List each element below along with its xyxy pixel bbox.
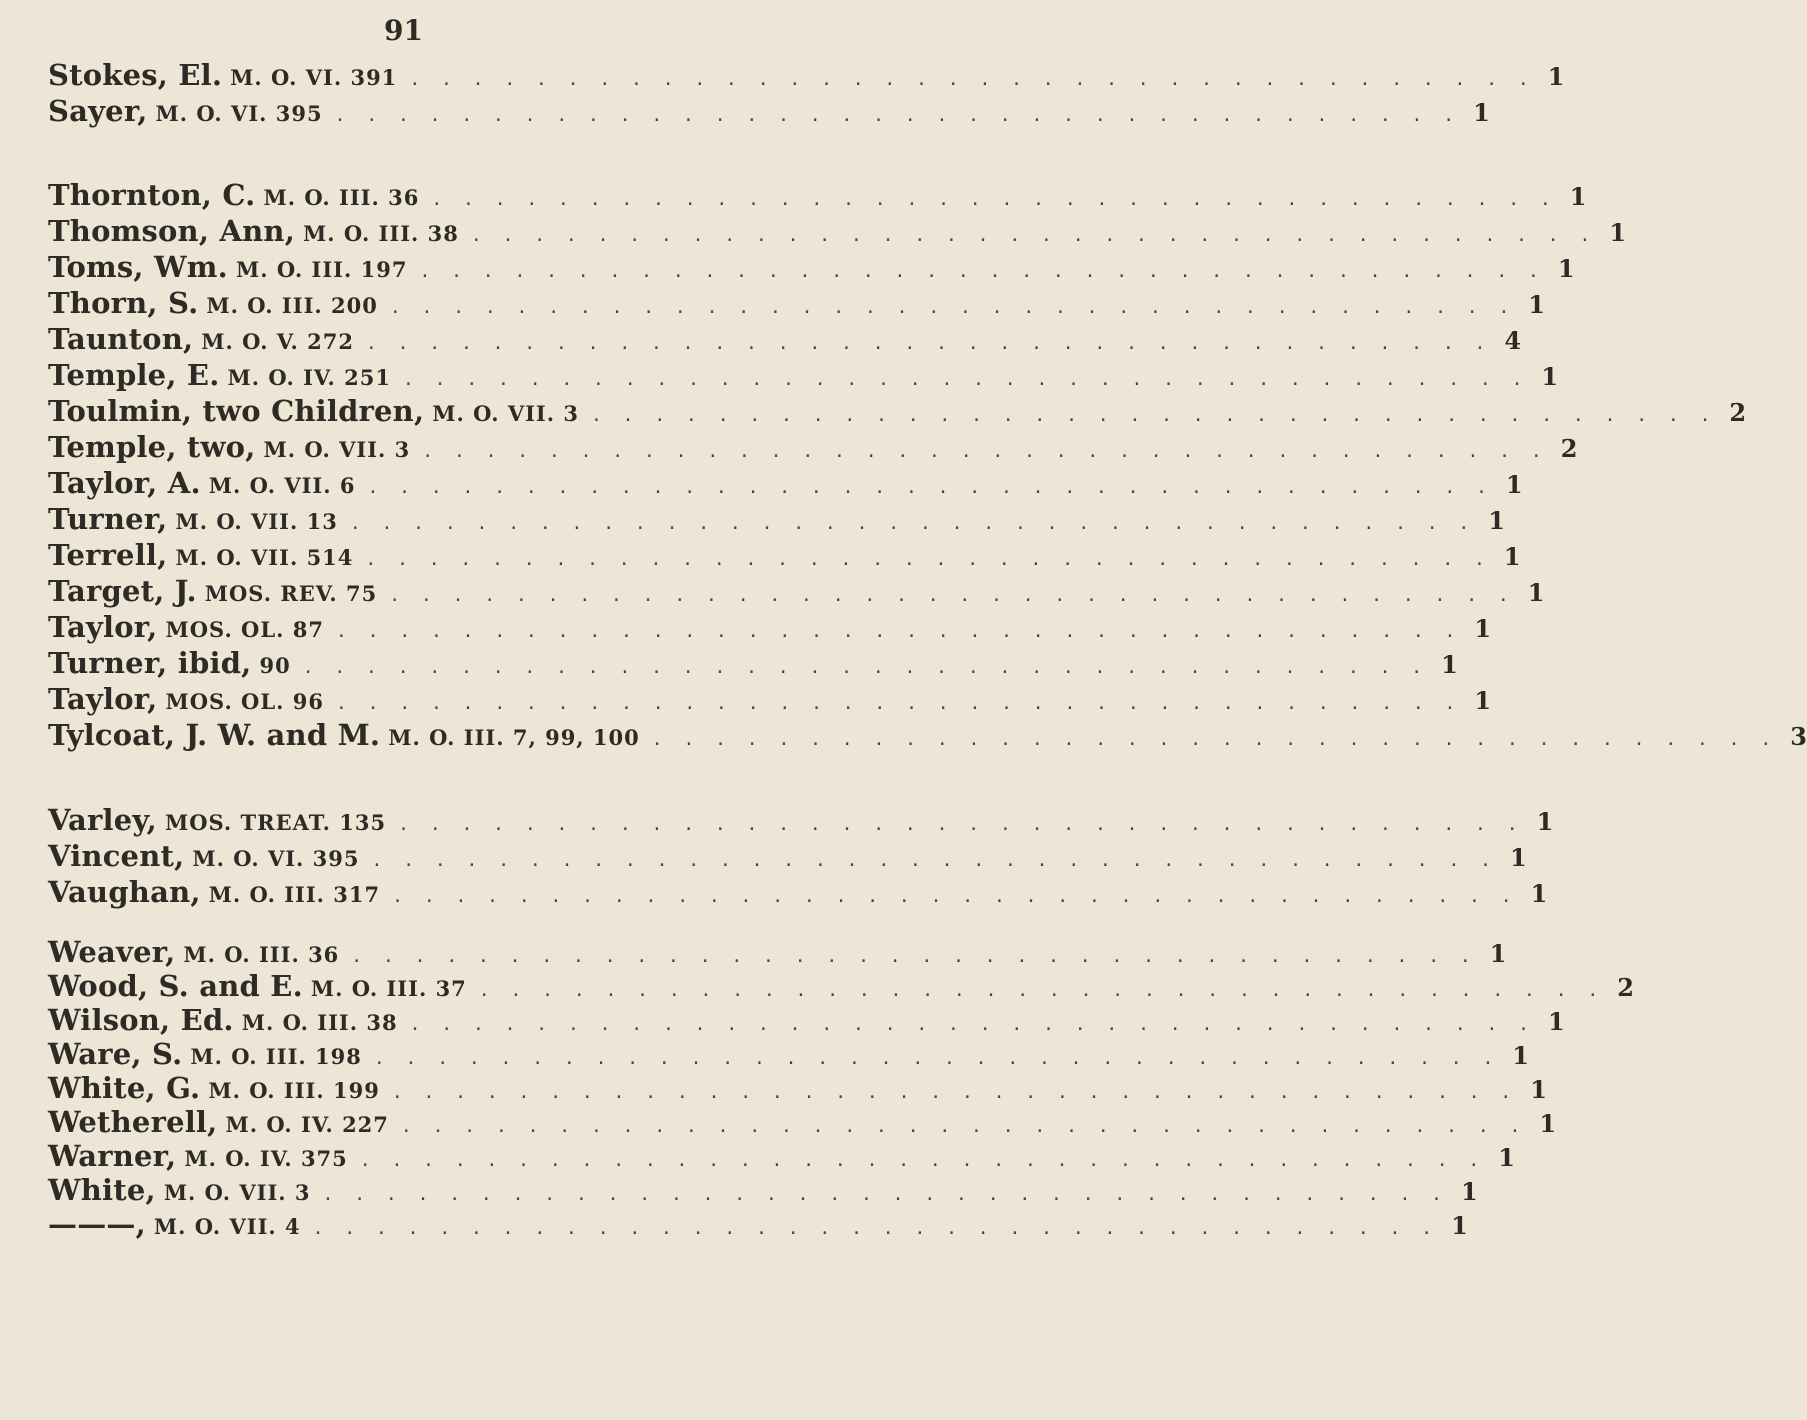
entry-reference: M. O. VII. 13 [175, 509, 338, 534]
entry-reference: M. O. VII. 6 [208, 473, 356, 498]
entry-name: Terrell, [48, 538, 168, 572]
entry-page-count: 1 [1503, 542, 1521, 571]
entry-page-count: 3 [1790, 722, 1807, 751]
entry-page-count: 1 [1569, 182, 1587, 211]
entry-name: Thorn, S. [48, 286, 199, 320]
entry-page-count: 1 [1460, 1177, 1478, 1206]
entry-reference: M. O. III. 37 [310, 976, 467, 1001]
entry-reference: M. O. III. 36 [263, 185, 420, 210]
index-entry [48, 178, 1587, 214]
index-entry [48, 1003, 1565, 1037]
dot-leader: . . . . . . . . . . . . . . . . . . . . . . . . . . . . . . . . . . . . [398, 814, 1523, 835]
entry-name: Weaver, [48, 935, 176, 969]
entry-name: Target, J. [48, 574, 197, 608]
index-entry [48, 322, 1522, 358]
entry-reference: M. O. III. 198 [190, 1044, 362, 1069]
index-entry [48, 935, 1507, 969]
entry-page-count: 1 [1474, 686, 1492, 715]
entry-reference: M. O. VII. 514 [175, 545, 354, 570]
entry-reference: M. O. VI. 395 [192, 846, 360, 871]
entry-name: Toulmin, two Children, [48, 394, 425, 428]
index-entry [48, 803, 1554, 839]
index-group [48, 935, 1634, 1241]
entry-reference: M. O. IV. 251 [227, 365, 391, 390]
entry-name: Taylor, [48, 610, 158, 644]
entry-name: Vaughan, [48, 875, 201, 909]
index-entry [48, 610, 1492, 646]
entry-page-count: 2 [1560, 434, 1578, 463]
index-group [48, 178, 1807, 754]
entry-page-count: 1 [1547, 62, 1565, 91]
entry-name: Wood, S. and E. [48, 969, 303, 1003]
entry-name: Varley, [48, 803, 157, 837]
entry-page-count: 1 [1548, 1007, 1565, 1036]
entry-page-count: 1 [1609, 218, 1627, 247]
entry-name: Turner, [48, 502, 168, 536]
entry-reference: M. O. VI. 391 [230, 65, 398, 90]
entry-page-count: 1 [1530, 879, 1548, 908]
entry-page-count: 4 [1504, 326, 1522, 355]
page-number: 91 [384, 14, 423, 47]
entry-reference: M. O. III. 38 [241, 1010, 398, 1035]
index-entry [48, 718, 1807, 754]
entry-page-count: 1 [1530, 1075, 1547, 1104]
entry-reference: M. O. VI. 395 [155, 101, 323, 126]
entry-name: Thornton, C. [48, 178, 256, 212]
index-entry [48, 466, 1523, 502]
entry-page-count: 1 [1505, 470, 1523, 499]
dot-leader: . . . . . . . . . . . . . . . . . . . . . . . . . . . . . . . . . . . . [335, 693, 1461, 714]
dot-leader: . . . . . . . . . . . . . . . . . . . . . . . . . . . . . . . . . . . . [651, 729, 1777, 750]
index-group [48, 803, 1554, 911]
dot-leader: . . . . . . . . . . . . . . . . . . . . . . . . . . . . . . . . . . . . [365, 333, 1491, 354]
index-entry [48, 682, 1492, 718]
entry-page-count: 1 [1541, 362, 1559, 391]
dot-leader: . . . . . . . . . . . . . . . . . . . . . . . . . . . . . . . . . . . . [422, 441, 1547, 462]
entry-name: Stokes, El. [48, 58, 223, 92]
entry-reference: M. O. III. 317 [208, 882, 381, 907]
dot-leader: . . . . . . . . . . . . . . . . . . . . . . . . . . . . . . . . . . . . [334, 105, 1460, 126]
dot-leader: . . . . . . . . . . . . . . . . . . . . . . . . . . . . . . . . . . . . [389, 585, 1514, 606]
entry-name: Thomson, Ann, [48, 214, 296, 248]
entry-name: Taylor, [48, 682, 158, 716]
entry-page-count: 2 [1729, 398, 1747, 427]
entry-reference: M. O. III. 7, 99, 100 [388, 725, 640, 750]
index-entry [48, 538, 1521, 574]
entry-reference: MOS. OL. 96 [165, 689, 324, 714]
entry-page-count: 1 [1498, 1143, 1515, 1172]
entry-name: Wetherell, [48, 1105, 218, 1139]
entry-page-count: 1 [1539, 1109, 1557, 1138]
entry-name: Taunton, [48, 322, 194, 356]
entry-reference: M. O. III. 36 [183, 942, 340, 967]
entry-page-count: 1 [1451, 1211, 1468, 1240]
entry-name: Turner, ibid, [48, 646, 252, 680]
entry-name: Vincent, [48, 839, 185, 873]
entry-name: Temple, two, [48, 430, 256, 464]
entry-page-count: 1 [1474, 614, 1492, 643]
index-entry [48, 1037, 1529, 1071]
dot-leader: . . . . . . . . . . . . . . . . . . . . . . . . . . . . . . . . . . . . [389, 297, 1515, 318]
entry-page-count: 1 [1473, 98, 1490, 127]
entry-name: Sayer, [48, 94, 148, 128]
entry-reference: MOS. REV. 75 [204, 581, 378, 606]
index-entry [48, 394, 1747, 430]
index-entry [48, 1071, 1547, 1105]
entry-reference: M. O. III. 38 [303, 221, 459, 246]
dot-leader: . . . . . . . . . . . . . . . . . . . . . . . . . . . . . . . . . . . . [322, 1184, 1447, 1205]
entry-reference: 90 [259, 653, 291, 678]
index-entry [48, 94, 1490, 130]
index-entry [48, 1207, 1468, 1241]
index-entry [48, 214, 1627, 250]
entry-name: Toms, Wm. [48, 250, 228, 284]
entry-name: White, [48, 1173, 156, 1207]
entry-name: Tylcoat, J. W. and M. [48, 718, 381, 752]
index-entry [48, 839, 1527, 875]
dot-leader: . . . . . . . . . . . . . . . . . . . . . . . . . . . . . . . . . . . . [400, 1116, 1526, 1137]
entry-page-count: 1 [1536, 807, 1554, 836]
entry-page-count: 1 [1441, 650, 1458, 679]
entry-page-count: 1 [1528, 290, 1545, 319]
index-entry [48, 502, 1505, 538]
index-entry [48, 969, 1634, 1003]
entry-page-count: 1 [1512, 1041, 1529, 1070]
dot-leader: . . . . . . . . . . . . . . . . . . . . . . . . . . . . . . . . . . . . [391, 1082, 1517, 1103]
entry-reference: M. O. III. 197 [235, 257, 408, 282]
dot-leader: . . . . . . . . . . . . . . . . . . . . . . . . . . . . . . . . . . . . [349, 513, 1475, 534]
index-entry [48, 58, 1565, 94]
entry-name: ———, [48, 1207, 146, 1241]
index-entry [48, 1173, 1478, 1207]
dot-leader: . . . . . . . . . . . . . . . . . . . . . . . . . . . . . . . . . . . . [403, 369, 1528, 390]
dot-leader: . . . . . . . . . . . . . . . . . . . . . . . . . . . . . . . . . . . . [409, 69, 1534, 90]
dot-leader: . . . . . . . . . . . . . . . . . . . . . . . . . . . . . . . . . . . . [359, 1150, 1485, 1171]
dot-leader: . . . . . . . . . . . . . . . . . . . . . . . . . . . . . . . . . . . . [431, 189, 1556, 210]
dot-leader: . . . . . . . . . . . . . . . . . . . . . . . . . . . . . . . . . . . . [367, 477, 1492, 498]
entry-reference: M. O. III. 200 [206, 293, 378, 318]
entry-name: Temple, E. [48, 358, 220, 392]
entry-page-count: 1 [1509, 843, 1527, 872]
entry-name: White, G. [48, 1071, 201, 1105]
entry-reference: M. O. VII. 3 [432, 401, 579, 426]
dot-leader: . . . . . . . . . . . . . . . . . . . . . . . . . . . . . . . . . . . . [312, 1218, 1438, 1239]
entry-page-count: 2 [1617, 973, 1634, 1002]
index-entry [48, 1105, 1557, 1139]
dot-leader: . . . . . . . . . . . . . . . . . . . . . . . . . . . . . . . . . . . . [409, 1014, 1535, 1035]
entry-reference: M. O. VII. 3 [163, 1180, 311, 1205]
entry-reference: M. O. IV. 375 [184, 1146, 348, 1171]
entry-name: Warner, [48, 1139, 177, 1173]
index-entry [48, 646, 1458, 682]
dot-leader: . . . . . . . . . . . . . . . . . . . . . . . . . . . . . . . . . . . . [478, 980, 1604, 1001]
entry-page-count: 1 [1557, 254, 1575, 283]
index-entry [48, 430, 1578, 466]
index-entry [48, 358, 1559, 394]
entry-reference: M. O. VII. 4 [153, 1214, 301, 1239]
entry-reference: MOS. TREAT. 135 [164, 810, 387, 835]
dot-leader: . . . . . . . . . . . . . . . . . . . . . . . . . . . . . . . . . . . . [392, 886, 1517, 907]
dot-leader: . . . . . . . . . . . . . . . . . . . . . . . . . . . . . . . . . . . . [371, 850, 1496, 871]
dot-leader: . . . . . . . . . . . . . . . . . . . . . . . . . . . . . . . . . . . . [365, 549, 1490, 570]
index-entry [48, 286, 1545, 322]
dot-leader: . . . . . . . . . . . . . . . . . . . . . . . . . . . . . . . . . . . . [591, 405, 1716, 426]
index-entry [48, 574, 1545, 610]
index-entry [48, 875, 1548, 911]
dot-leader: . . . . . . . . . . . . . . . . . . . . . . . . . . . . . . . . . . . . [373, 1048, 1499, 1069]
index-entry [48, 1139, 1515, 1173]
entry-reference: M. O. VII. 3 [263, 437, 411, 462]
entry-name: Wilson, Ed. [48, 1003, 234, 1037]
entry-reference: M. O. V. 272 [201, 329, 354, 354]
entry-page-count: 1 [1489, 939, 1507, 968]
dot-leader: . . . . . . . . . . . . . . . . . . . . . . . . . . . . . . . . . . . . [419, 261, 1544, 282]
entry-reference: MOS. OL. 87 [165, 617, 324, 642]
dot-leader: . . . . . . . . . . . . . . . . . . . . . . . . . . . . . . . . . . . . [351, 946, 1476, 967]
dot-leader: . . . . . . . . . . . . . . . . . . . . . . . . . . . . . . . . . . . . [470, 225, 1596, 246]
entry-name: Taylor, A. [48, 466, 201, 500]
entry-reference: M. O. IV. 227 [225, 1112, 389, 1137]
entry-page-count: 1 [1527, 578, 1545, 607]
dot-leader: . . . . . . . . . . . . . . . . . . . . . . . . . . . . . . . . . . . . [335, 621, 1461, 642]
entry-page-count: 1 [1488, 506, 1505, 535]
index-entry [48, 250, 1575, 286]
index-group [48, 58, 1565, 130]
entry-name: Ware, S. [48, 1037, 183, 1071]
entry-reference: M. O. III. 199 [208, 1078, 380, 1103]
dot-leader: . . . . . . . . . . . . . . . . . . . . . . . . . . . . . . . . . . . . [302, 657, 1428, 678]
